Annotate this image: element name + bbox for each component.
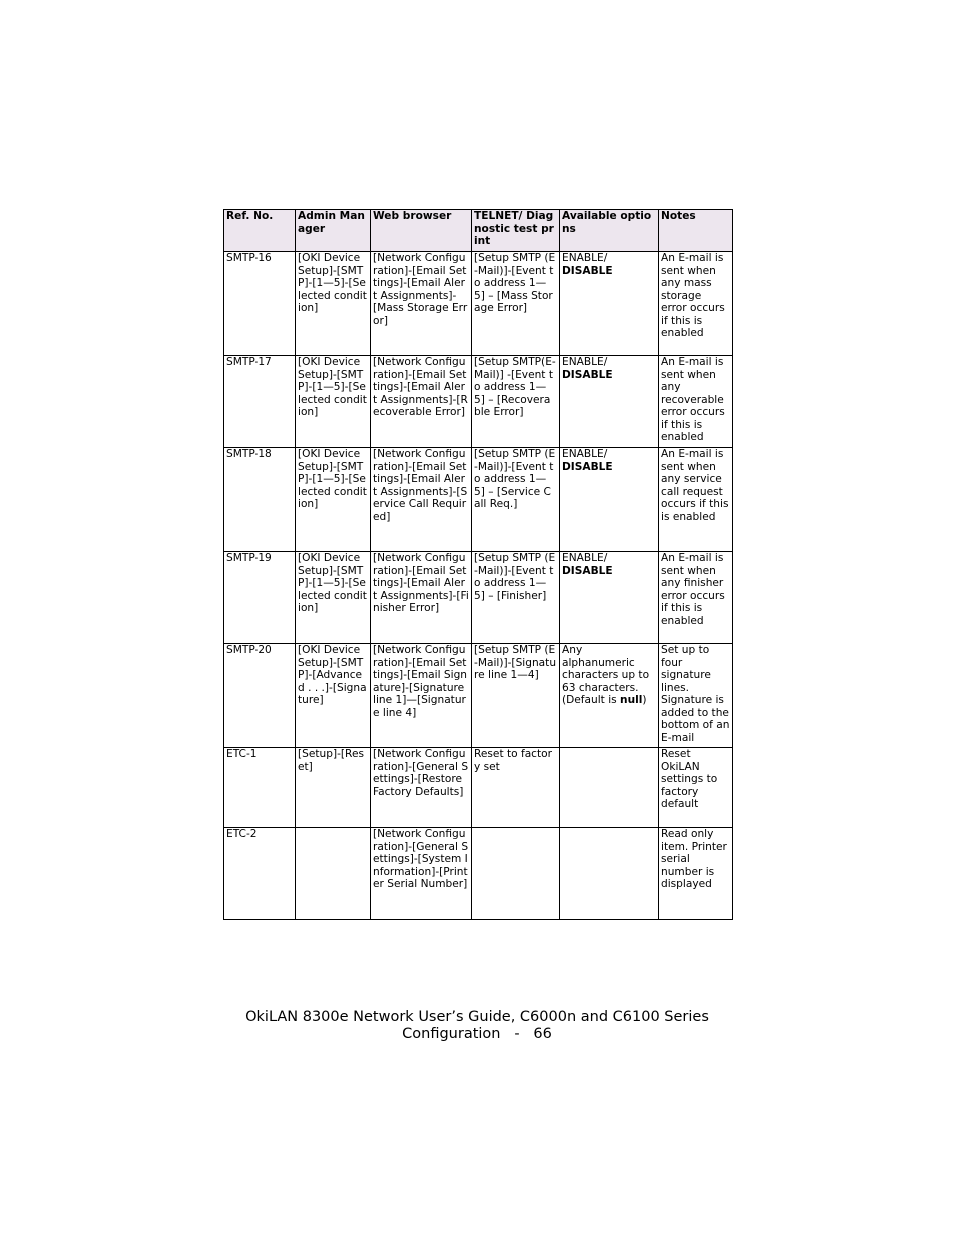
admin-cell: [OKI Device Setup]-[SMTP]-[1—5]-[Selected condition] <box>296 356 371 448</box>
admin-cell: [Setup]-[Reset] <box>296 748 371 828</box>
web-cell: [Network Configuration]-[General Settings]-[Restore Factory Defaults] <box>371 748 472 828</box>
ref-cell: SMTP-20 <box>224 644 296 748</box>
configuration-table <box>223 209 733 920</box>
table-row <box>224 252 733 356</box>
footer-page-number: Configuration - 66 <box>402 1026 552 1042</box>
options-text: ENABLE/ <box>562 252 608 264</box>
header-admin-manager: Admin Manager <box>296 210 371 252</box>
table-row <box>224 644 733 748</box>
table-row <box>224 552 733 644</box>
notes-cell: Read only item. Printer serial number is displayed <box>659 828 733 920</box>
notes-cell: An E-mail is sent when any service call request occurs if this is enabled <box>659 448 733 552</box>
ref-cell: ETC-2 <box>224 828 296 920</box>
telnet-cell: [Setup SMTP (E-Mail)]-[Signature line 1—4] <box>472 644 560 748</box>
notes-cell: An E-mail is sent when any mass storage error occurs if this is enabled <box>659 252 733 356</box>
ref-cell: SMTP-17 <box>224 356 296 448</box>
options-cell <box>560 252 659 356</box>
options-default: DISABLE <box>562 564 613 577</box>
options-suffix: ) <box>642 694 647 706</box>
notes-cell: An E-mail is sent when any finisher error occurs if this is enabled <box>659 552 733 644</box>
web-cell: [Network Configuration]-[Email Settings]-[Email Alert Assignments]-[Recoverable Error] <box>371 356 472 448</box>
notes-cell: Reset OkiLAN settings to factory default <box>659 748 733 828</box>
ref-cell: SMTP-18 <box>224 448 296 552</box>
options-default: DISABLE <box>562 460 613 473</box>
header-ref-no: Ref. No. <box>224 210 296 252</box>
admin-cell: [OKI Device Setup]-[SMTP]-[1—5]-[Selected condition] <box>296 448 371 552</box>
telnet-cell <box>472 828 560 920</box>
options-cell <box>560 552 659 644</box>
telnet-cell: Reset to factory set <box>472 748 560 828</box>
header-notes: Notes <box>659 210 733 252</box>
options-cell <box>560 448 659 552</box>
options-cell <box>560 356 659 448</box>
options-cell <box>560 828 659 920</box>
table-row <box>224 448 733 552</box>
admin-cell: [OKI Device Setup]-[SMTP]-[Advanced . . .]-[Signature] <box>296 644 371 748</box>
options-text: ENABLE/ <box>562 448 608 460</box>
web-cell: [Network Configuration]-[Email Settings]-[Email Alert Assignments]-[Finisher Error] <box>371 552 472 644</box>
notes-cell: An E-mail is sent when any recoverable error occurs if this is enabled <box>659 356 733 448</box>
table-row <box>224 828 733 920</box>
options-text: Any alphanumeric characters up to 63 characters. (Default is <box>562 644 650 706</box>
web-cell: [Network Configuration]-[Email Settings]-[Email Alert Assignments]-[Mass Storage Error] <box>371 252 472 356</box>
telnet-cell: [Setup SMTP(E-Mail)] -[Event to address 1—5] – [Recoverable Error] <box>472 356 560 448</box>
ref-cell: SMTP-19 <box>224 552 296 644</box>
admin-cell: [OKI Device Setup]-[SMTP]-[1—5]-[Selected condition] <box>296 552 371 644</box>
options-cell <box>560 748 659 828</box>
telnet-cell: [Setup SMTP (E-Mail)]-[Event to address 1—5] – [Service Call Req.] <box>472 448 560 552</box>
header-row <box>224 210 733 252</box>
notes-cell: Set up to four signature lines. Signature is added to the bottom of an E-mail <box>659 644 733 748</box>
options-default: DISABLE <box>562 264 613 277</box>
ref-cell: ETC-1 <box>224 748 296 828</box>
table-row <box>224 748 733 828</box>
header-web-browser: Web browser <box>371 210 472 252</box>
options-default: null <box>620 694 643 706</box>
options-text: ENABLE/ <box>562 552 608 564</box>
header-available-options: Available options <box>560 210 659 252</box>
options-default: DISABLE <box>562 368 613 381</box>
web-cell: [Network Configuration]-[General Settings]-[System Information]-[Printer Serial Number] <box>371 828 472 920</box>
admin-cell: [OKI Device Setup]-[SMTP]-[1—5]-[Selected condition] <box>296 252 371 356</box>
telnet-cell: [Setup SMTP (E-Mail)]-[Event to address 1—5] – [Mass Storage Error] <box>472 252 560 356</box>
web-cell: [Network Configuration]-[Email Settings]-[Email Signature]-[Signature line 1]—[Signature line 4] <box>371 644 472 748</box>
header-telnet: TELNET/ Diagnostic test print <box>472 210 560 252</box>
table-row <box>224 356 733 448</box>
admin-cell <box>296 828 371 920</box>
options-cell <box>560 644 659 748</box>
web-cell: [Network Configuration]-[Email Settings]-[Email Alert Assignments]-[Service Call Required] <box>371 448 472 552</box>
footer-title: OkiLAN 8300e Network User’s Guide, C6000n and C6100 Series <box>245 1009 709 1025</box>
ref-cell: SMTP-16 <box>224 252 296 356</box>
telnet-cell: [Setup SMTP (E-Mail)]-[Event to address 1—5] – [Finisher] <box>472 552 560 644</box>
options-text: ENABLE/ <box>562 356 608 368</box>
